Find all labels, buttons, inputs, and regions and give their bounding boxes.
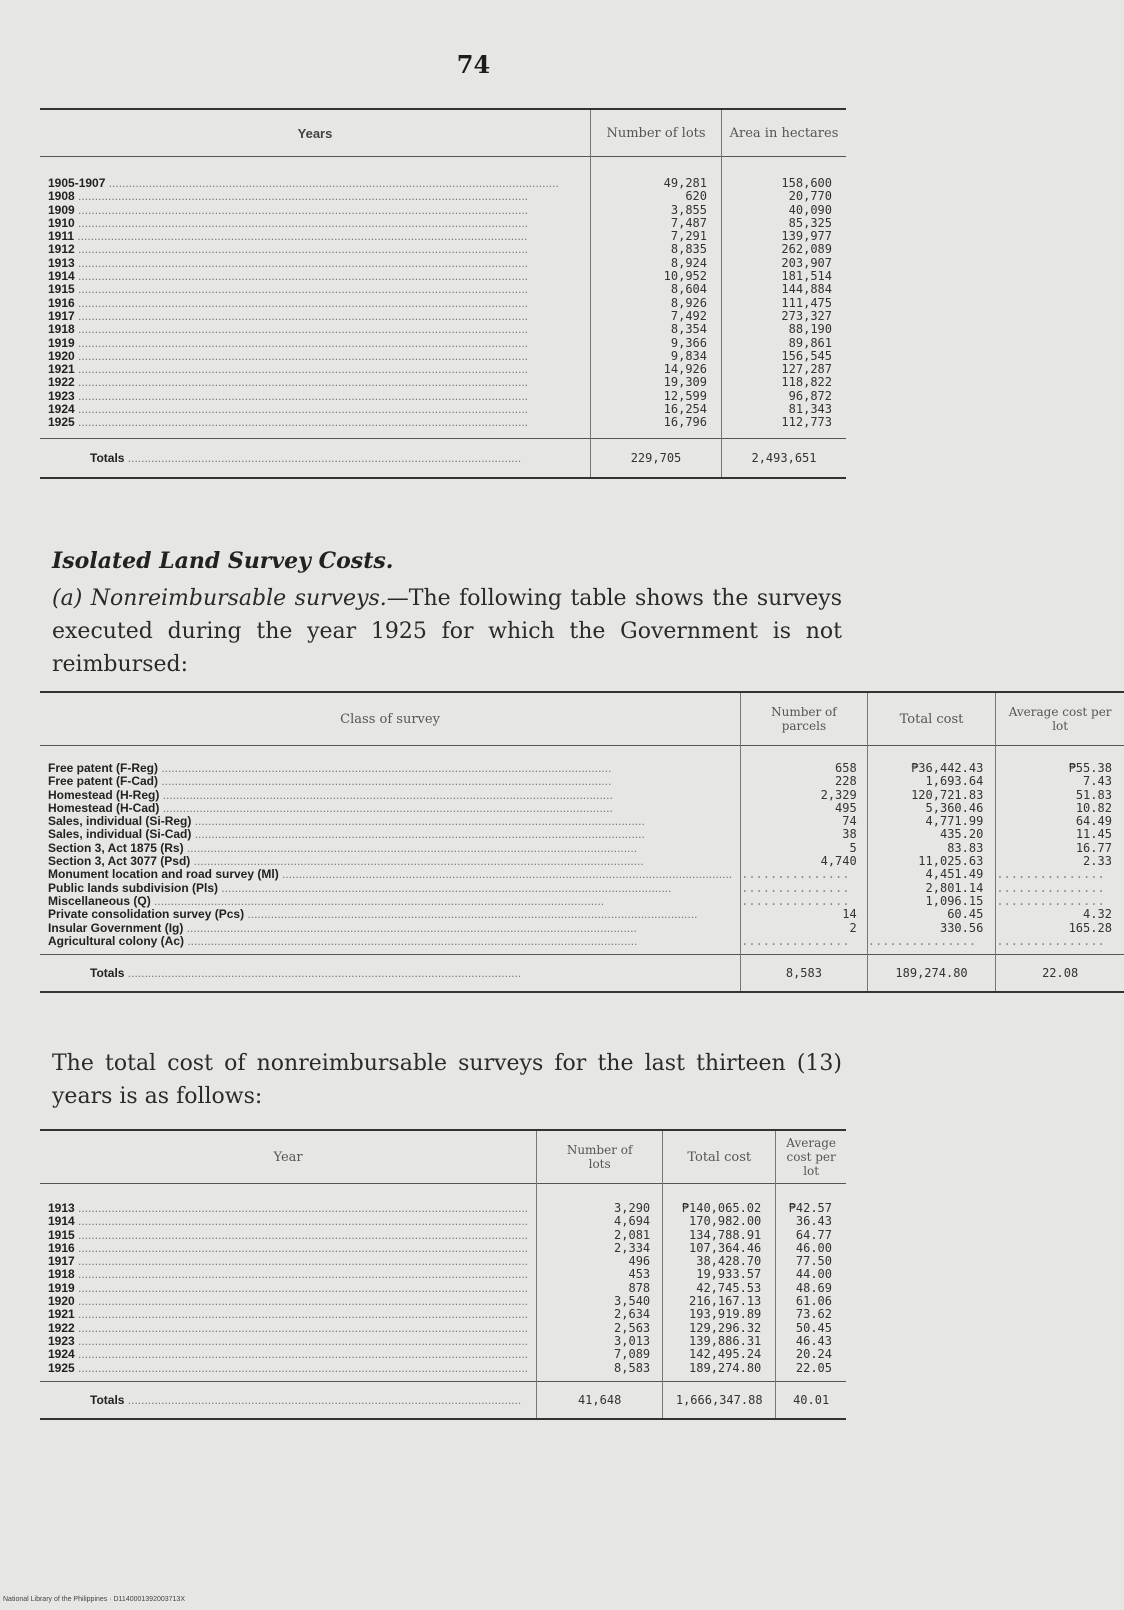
avg-cost-value: 22.05: [795, 1360, 832, 1375]
year-label: 1919 .....: [48, 337, 582, 350]
col-header-total-cost: Total cost: [663, 1130, 776, 1184]
survey-class-label: Monument location and road survey (Ml) .....: [48, 868, 732, 881]
lots-value: 8,583: [614, 1360, 651, 1375]
totals-total-cost: 189,274.80: [867, 955, 996, 993]
year-label: 1919 .....: [48, 1282, 528, 1295]
survey-class-label: Sales, individual (Si-Reg) .....: [48, 815, 732, 828]
year-label: 1912 .....: [48, 243, 582, 256]
year-label: 1921 .....: [48, 1308, 528, 1321]
totals-avg-cost: 22.08: [996, 955, 1124, 993]
year-label: 1920 .....: [48, 350, 582, 363]
total-cost-value: ₱140,065.02: [681, 1201, 762, 1215]
lots-value: 878: [628, 1280, 651, 1295]
lots-value: 49,281: [663, 176, 707, 190]
lots-value: 453: [628, 1267, 651, 1282]
lots-value: 16,254: [663, 402, 707, 417]
total-cost-value: 4,771.99: [925, 814, 984, 829]
avg-cost-value: 2.33: [1083, 854, 1112, 869]
avg-cost-value: 16.77: [1075, 840, 1112, 855]
avg-cost-value: 20.24: [795, 1347, 832, 1362]
area-value: 89,861: [788, 335, 832, 350]
area-value: 156,545: [781, 348, 832, 363]
year-label: 1925 .....: [48, 416, 582, 429]
lots-value: 10,952: [663, 269, 707, 284]
lots-value: 7,492: [670, 308, 707, 323]
parcels-value: 658: [835, 761, 857, 775]
totals-label: Totals .....: [40, 955, 741, 993]
parcels-value: 2: [849, 920, 857, 935]
area-value: 96,872: [788, 388, 832, 403]
totals-total-cost: 1,666,347.88: [663, 1381, 776, 1419]
lots-column: [591, 157, 722, 439]
nonreimbursable-surveys-table: [40, 691, 1124, 993]
year-label: 1922 .....: [48, 1322, 528, 1335]
area-value: 139,977: [781, 229, 832, 244]
paragraph-thirteen-years: The total cost of nonreimbursable surveys for the last thirteen (13) years is as follows:: [52, 1051, 842, 1109]
totals-lots: 229,705: [591, 438, 722, 478]
lots-value: 7,291: [670, 229, 707, 244]
parcels-column: [741, 746, 868, 955]
avg-cost-value: 11.45: [1075, 827, 1112, 842]
years-column: [40, 157, 591, 439]
total-cost-leader-dots: [868, 935, 984, 948]
year-label: 1915 .....: [48, 283, 582, 296]
year-label: 1910 .....: [48, 217, 582, 230]
totals-parcels: 8,583: [741, 955, 868, 993]
parcels-value: 14: [842, 907, 857, 922]
parcels-value: 5: [849, 840, 857, 855]
thirteen-years-table: [40, 1129, 846, 1420]
total-cost-value: 60.45: [947, 907, 984, 922]
lots-value: 7,487: [670, 215, 707, 230]
survey-class-label: Homestead (H-Cad) .....: [48, 802, 732, 815]
avg-cost-leader-dots: [996, 868, 1112, 881]
avg-cost-value: 73.62: [795, 1307, 832, 1322]
lots-value: 7,089: [614, 1347, 651, 1362]
avg-cost-value: 4.32: [1083, 907, 1112, 922]
total-cost-value: 107,364.46: [689, 1240, 762, 1255]
avg-cost-leader-dots: [996, 882, 1112, 895]
survey-class-label: Homestead (H-Reg) .....: [48, 789, 732, 802]
lots-value: 16,796: [663, 415, 707, 430]
avg-cost-value: 44.00: [795, 1267, 832, 1282]
total-cost-value: 83.83: [947, 840, 984, 855]
avg-cost-value: 50.45: [795, 1320, 832, 1335]
year-label: 1914 .....: [48, 1215, 528, 1228]
year-column: [40, 1184, 537, 1382]
avg-cost-value: 64.77: [795, 1227, 832, 1242]
parcels-leader-dots: [741, 882, 857, 895]
lots-value: 3,540: [614, 1294, 651, 1309]
avg-cost-column: [776, 1184, 846, 1382]
survey-class-label: Insular Government (Ig) .....: [48, 922, 732, 935]
avg-cost-value: 51.83: [1075, 787, 1112, 802]
total-cost-value: 1,096.15: [925, 893, 984, 908]
lots-value: 8,835: [670, 242, 707, 257]
paragraph-text: —The following table shows the surveys executed during the year 1925 for which the Government is not reimbursed:: [52, 586, 842, 677]
survey-class-label: Section 3, Act 3077 (Psd) .....: [48, 855, 732, 868]
lots-value: 3,290: [614, 1201, 651, 1215]
survey-class-label: Miscellaneous (Q) .....: [48, 895, 732, 908]
totals-avg-cost: 40.01: [776, 1381, 846, 1419]
lots-value: 2,563: [614, 1320, 651, 1335]
lots-area-table: [40, 108, 846, 479]
year-label: 1921 .....: [48, 363, 582, 376]
parcels-value: 228: [835, 774, 857, 789]
total-cost-value: 42,745.53: [696, 1280, 762, 1295]
year-label: 1905-1907 .....: [48, 177, 582, 190]
total-cost-value: 5,360.46: [925, 800, 984, 815]
area-value: 181,514: [781, 269, 832, 284]
avg-cost-column: [996, 746, 1124, 955]
col-header-parcels: Number of parcels: [741, 692, 868, 746]
lots-value: 9,366: [670, 335, 707, 350]
totals-lots: 41,648: [537, 1381, 663, 1419]
totals-area: 2,493,651: [722, 438, 847, 478]
col-header-total-cost: Total cost: [867, 692, 996, 746]
area-value: 111,475: [781, 295, 832, 310]
year-label: 1917 .....: [48, 1255, 528, 1268]
year-label: 1918 .....: [48, 323, 582, 336]
avg-cost-value: ₱42.57: [788, 1201, 832, 1215]
lots-value: 496: [628, 1254, 651, 1269]
area-value: 20,770: [788, 189, 832, 204]
total-cost-value: 216,167.13: [689, 1294, 762, 1309]
area-value: 127,287: [781, 362, 832, 377]
year-label: 1923 .....: [48, 1335, 528, 1348]
col-header-lots: Number of lots: [537, 1130, 663, 1184]
avg-cost-value: 46.43: [795, 1333, 832, 1348]
parcels-value: 74: [842, 814, 857, 829]
area-value: 40,090: [788, 202, 832, 217]
survey-class-label: Free patent (F-Cad) .....: [48, 775, 732, 788]
area-value: 158,600: [781, 176, 832, 190]
parcels-value: 495: [835, 800, 857, 815]
area-value: 273,327: [781, 308, 832, 323]
total-cost-value: 129,296.32: [689, 1320, 762, 1335]
avg-cost-value: 64.49: [1075, 814, 1112, 829]
avg-cost-value: 46.00: [795, 1240, 832, 1255]
total-cost-value: 19,933.57: [696, 1267, 762, 1282]
lots-value: 2,334: [614, 1240, 651, 1255]
col-header-area: Area in hectares: [722, 109, 847, 157]
lots-value: 2,081: [614, 1227, 651, 1242]
lots-value: 14,926: [663, 362, 707, 377]
total-cost-value: ₱36,442.43: [911, 761, 984, 775]
total-cost-value: 4,451.49: [925, 867, 984, 882]
year-label: 1908 .....: [48, 190, 582, 203]
year-label: 1923 .....: [48, 390, 582, 403]
area-value: 85,325: [788, 215, 832, 230]
survey-class-label: Sales, individual (Si-Cad) .....: [48, 828, 732, 841]
year-label: 1918 .....: [48, 1268, 528, 1281]
survey-class-label: Agricultural colony (Ac) .....: [48, 935, 732, 948]
area-value: 262,089: [781, 242, 832, 257]
lots-value: 9,834: [670, 348, 707, 363]
lots-value: 8,924: [670, 255, 707, 270]
total-cost-column: [867, 746, 996, 955]
year-label: 1909 .....: [48, 204, 582, 217]
col-header-years: Years: [297, 125, 333, 141]
year-label: 1914 .....: [48, 270, 582, 283]
class-column: [40, 746, 741, 955]
total-cost-value: 193,919.89: [689, 1307, 762, 1322]
col-header-class: Class of survey: [340, 711, 440, 727]
lots-value: 3,855: [670, 202, 707, 217]
paragraph-label: (a) Nonreimbursable surveys.: [52, 586, 387, 611]
lots-value: 12,599: [663, 388, 707, 403]
lots-value: 8,604: [670, 282, 707, 297]
year-label: 1916 .....: [48, 297, 582, 310]
total-cost-value: 120,721.83: [911, 787, 984, 802]
avg-cost-value: 48.69: [795, 1280, 832, 1295]
survey-class-label: Public lands subdivision (Pls) .....: [48, 882, 732, 895]
parcels-value: 2,329: [820, 787, 857, 802]
total-cost-value: 1,693.64: [925, 774, 984, 789]
area-value: 88,190: [788, 322, 832, 337]
total-cost-value: 142,495.24: [689, 1347, 762, 1362]
area-value: 81,343: [788, 402, 832, 417]
col-header-lots: Number of lots: [591, 109, 722, 157]
total-cost-value: 435.20: [939, 827, 984, 842]
total-cost-value: 170,982.00: [689, 1214, 762, 1229]
total-cost-column: [663, 1184, 776, 1382]
avg-cost-value: 36.43: [795, 1214, 832, 1229]
year-label: 1913 .....: [48, 1202, 528, 1215]
total-cost-value: 330.56: [939, 920, 984, 935]
avg-cost-value: 61.06: [795, 1294, 832, 1309]
lots-value: 3,013: [614, 1333, 651, 1348]
total-cost-value: 11,025.63: [918, 854, 984, 869]
year-label: 1911 .....: [48, 230, 582, 243]
survey-class-label: Section 3, Act 1875 (Rs) .....: [48, 842, 732, 855]
year-label: 1915 .....: [48, 1229, 528, 1242]
lots-value: 8,926: [670, 295, 707, 310]
year-label: 1917 .....: [48, 310, 582, 323]
total-cost-value: 134,788.91: [689, 1227, 762, 1242]
area-value: 112,773: [781, 415, 832, 430]
totals-label: Totals .....: [40, 438, 591, 478]
total-cost-value: 139,886.31: [689, 1333, 762, 1348]
totals-label: Totals .....: [40, 1381, 537, 1419]
area-value: 144,884: [781, 282, 832, 297]
section-heading: Isolated Land Survey Costs.: [52, 548, 394, 574]
parcels-leader-dots: [741, 868, 857, 881]
year-label: 1924 .....: [48, 1348, 528, 1361]
avg-cost-value: 165.28: [1068, 920, 1112, 935]
col-header-avg-cost: Average cost per lot: [996, 692, 1124, 746]
avg-cost-leader-dots: [996, 895, 1112, 908]
survey-class-label: Private consolidation survey (Pcs) .....: [48, 908, 732, 921]
avg-cost-value: 7.43: [1083, 774, 1112, 789]
total-cost-value: 38,428.70: [696, 1254, 762, 1269]
footer-credit: National Library of the Philippines · D1140001392003713X: [3, 1596, 185, 1603]
year-label: 1924 .....: [48, 403, 582, 416]
area-value: 203,907: [781, 255, 832, 270]
col-header-avg-cost: Average cost per lot: [776, 1130, 846, 1184]
avg-cost-value: 77.50: [795, 1254, 832, 1269]
year-label: 1922 .....: [48, 376, 582, 389]
total-cost-value: 2,801.14: [925, 880, 984, 895]
year-label: 1916 .....: [48, 1242, 528, 1255]
year-label: 1913 .....: [48, 257, 582, 270]
col-header-year: Year: [273, 1149, 303, 1165]
paragraph-nonreimbursable: [52, 582, 842, 681]
year-label: 1925 .....: [48, 1362, 528, 1375]
avg-cost-value: 10.82: [1075, 800, 1112, 815]
area-value: 118,822: [781, 375, 832, 390]
lots-column: [537, 1184, 663, 1382]
area-column: [722, 157, 847, 439]
year-label: 1920 .....: [48, 1295, 528, 1308]
lots-value: 620: [685, 189, 707, 204]
total-cost-value: 189,274.80: [689, 1360, 762, 1375]
lots-value: 4,694: [614, 1214, 651, 1229]
parcels-value: 4,740: [820, 854, 857, 869]
survey-class-label: Free patent (F-Reg) .....: [48, 762, 732, 775]
parcels-leader-dots: [741, 895, 857, 908]
lots-value: 8,354: [670, 322, 707, 337]
avg-cost-leader-dots: [996, 935, 1112, 948]
lots-value: 2,634: [614, 1307, 651, 1322]
parcels-leader-dots: [741, 935, 857, 948]
avg-cost-value: ₱55.38: [1068, 761, 1112, 775]
page-number: 74: [456, 50, 491, 79]
parcels-value: 38: [842, 827, 857, 842]
lots-value: 19,309: [663, 375, 707, 390]
